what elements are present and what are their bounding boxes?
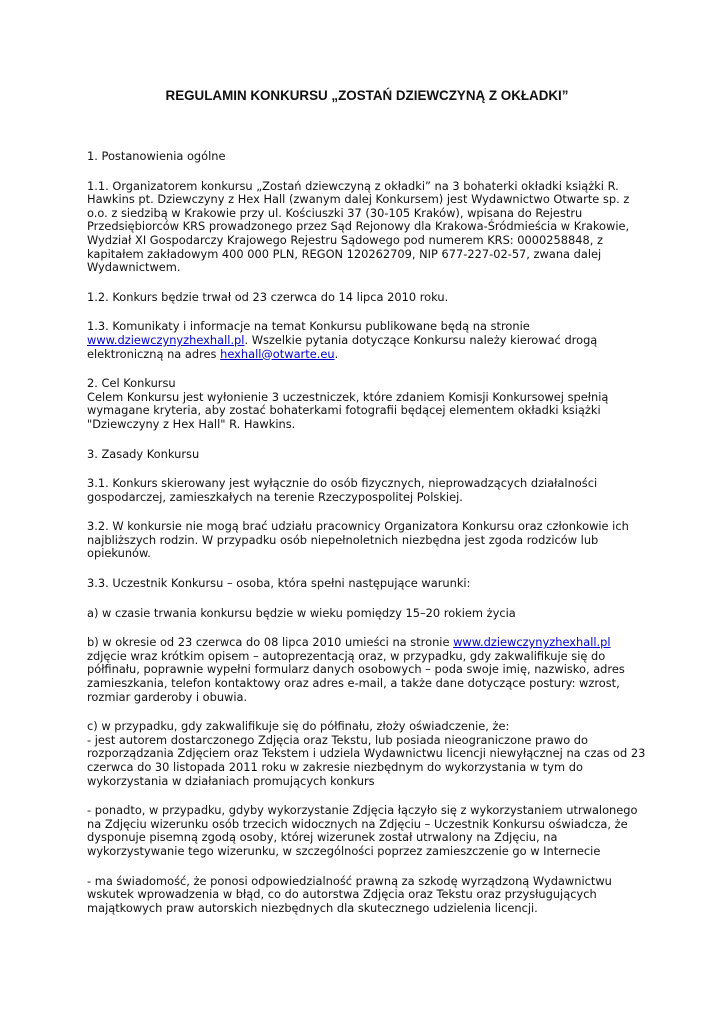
condition-c-item-1: - jest autorem dostarczonego Zdjęcia oraz Tekstu, lub posiada nieograniczone prawo do rozporządzania Zdjęciem oraz Tekstem i udziela Wydawnictwu licencji niewyłącznej na czas od 23 czerwca do 30 listopada 2011 roku w zakresie niezbędnym do wykorzystania w tym do wykorzystania w działaniach promujących konkurs	[87, 732, 646, 788]
paragraph-1-3-text-c: .	[334, 346, 339, 361]
condition-c-intro: c) w przypadku, gdy zakwalifikuje się do półfinału, złoży oświadczenie, że:	[87, 719, 510, 734]
paragraph-1-1: 1.1. Organizatorem konkursu „Zostań dziewczyną z okładki” na 3 bohaterki okładki książki R. Hawkins pt. Dziewczyny z Hex Hall (zwanym dalej Konkursem) jest Wydawnictwo Otwarte sp. z o.o. z siedzibą w Krakowie przy ul. Kościuszki 37 (30-105 Kraków), wpisana do Rejestru Przedsiębiorców KRS prowadzonego przez Sąd Rejonowy dla Krakowa-Śródmieścia w Krakowie, Wydział XI Gospodarczy Krajowego Rejestru Sądowego pod numerem KRS: 0000258848, z kapitałem zakładowym 400 000 PLN, REGON 120262709, NIP 677-227-02-57, zwana dalej Wydawnictwem.	[87, 178, 630, 275]
condition-c-item-2: - ponadto, w przypadku, gdyby wykorzystanie Zdjęcia łączyło się z wykorzystaniem utrwalonego na Zdjęciu wizerunku osób trzecich widocznych na Zdjęciu – Uczestnik Konkursu oświadcza, że dysponuje pisemną zgodą osoby, której wizerunek został utrwalony na Zdjęciu, na wykorzystywanie tego wizerunku, w szczególności poprzez zamieszczenie go w Internecie	[87, 803, 638, 858]
condition-b	[87, 636, 647, 704]
email-link[interactable]: hexhall@otwarte.eu	[220, 346, 335, 361]
paragraph-2: Celem Konkursu jest wyłonienie 3 uczestniczek, które zdaniem Komisji Konkursowej spełnią wymagane kryteria, aby zostać bohaterkami fotografii będącej elementem okładki książki "Dziewczyny z Hex Hall" R. Hawkins.	[87, 389, 609, 431]
condition-b-website-link[interactable]: www.dziewczynyzhexhall.pl	[453, 635, 611, 650]
paragraph-1-3-text-a: 1.3. Komunikaty i informacje na temat Konkursu publikowane będą na stronie	[87, 319, 530, 334]
paragraph-3-2: 3.2. W konkursie nie mogą brać udziału pracownicy Organizatora Konkursu oraz członkowie ich najbliższych rodzin. W przypadku osób niepełnoletnich niezbędna jest zgoda rodziców lub opiekunów.	[87, 519, 629, 561]
paragraph-1-3	[87, 320, 647, 361]
condition-b-text-a: b) w okresie od 23 czerwca do 08 lipca 2010 umieści na stronie	[87, 635, 450, 650]
condition-a: a) w czasie trwania konkursu będzie w wieku pomiędzy 15–20 rokiem życia	[87, 605, 516, 620]
document-title: REGULAMIN KONKURSU „ZOSTAŃ DZIEWCZYNĄ Z OKŁADKI”	[165, 88, 569, 103]
condition-b-text-b: zdjęcie wraz krótkim opisem – autoprezentacją oraz, w przypadku, gdy zakwalifikuje się do półfinału, poprawnie wypełni formularz danych osobowych – poda swoje imię, nazwisko, adres zamieszkania, telefon kontaktowy oraz adres e-mail, a także dane dotyczące postury: wzrost, rozmiar garderoby i obuwia.	[87, 648, 625, 704]
paragraph-1-2: 1.2. Konkurs będzie trwał od 23 czerwca do 14 lipca 2010 roku.	[87, 289, 449, 304]
document-body	[87, 150, 647, 931]
section-2-heading: 2. Cel Konkursu	[87, 376, 176, 391]
condition-c-item-3: - ma świadomość, że ponosi odpowiedzialność prawną za szkodę wyrządzoną Wydawnictwu wskutek wprowadzenia w błąd, co do autorstwa Zdjęcia oraz Tekstu oraz przysługujących majątkowych praw autorskich niezbędnych dla skutecznego udzielenia licencji.	[87, 873, 612, 915]
paragraph-3-1: 3.1. Konkurs skierowany jest wyłącznie do osób fizycznych, nieprowadzących działalności gospodarczej, zamieszkałych na terenie Rzeczypospolitej Polskiej.	[87, 476, 598, 504]
paragraph-3-3: 3.3. Uczestnik Konkursu – osoba, która spełni następujące warunki:	[87, 576, 471, 591]
section-3-heading: 3. Zasady Konkursu	[87, 446, 200, 461]
website-link[interactable]: www.dziewczynyzhexhall.pl	[87, 332, 245, 347]
paragraph-1-3-text-b: . Wszelkie pytania dotyczące Konkursu należy kierować drogą elektroniczną na adres	[87, 332, 598, 361]
section-1-heading: 1. Postanowienia ogólne	[87, 149, 226, 163]
